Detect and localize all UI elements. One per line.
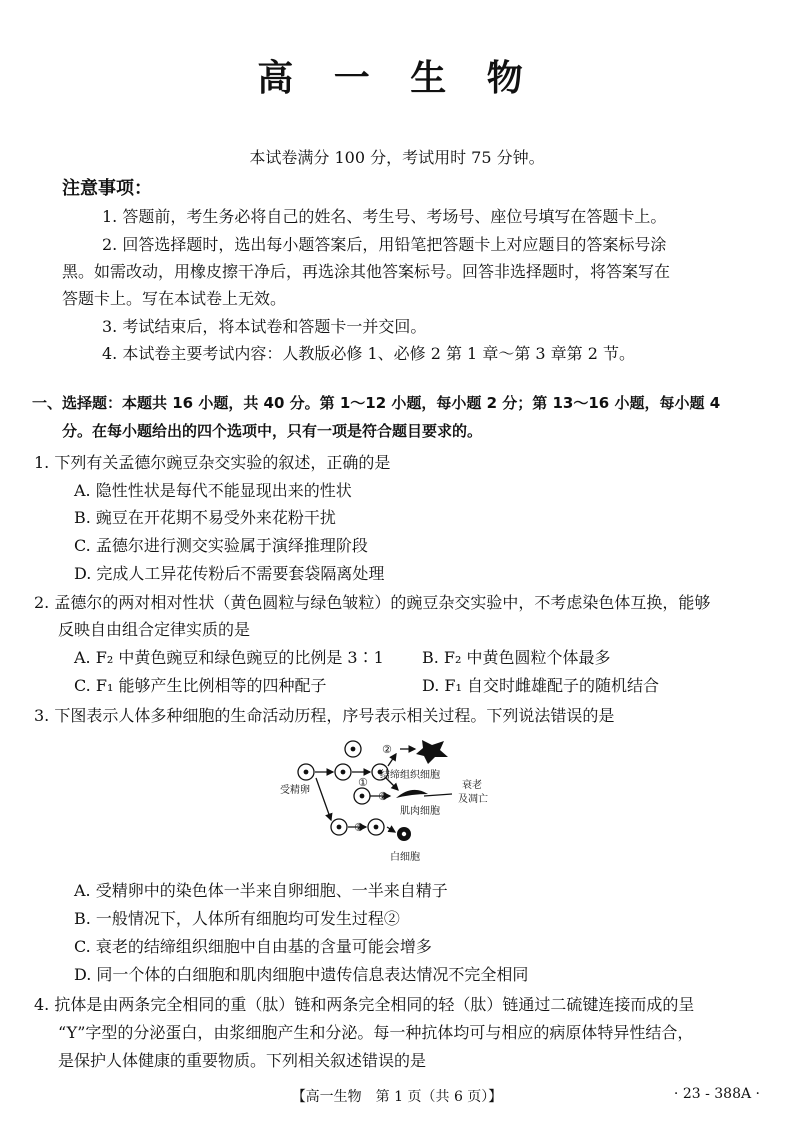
q4-stem-cont: 是保护人体健康的重要物质。下列相关叙述错误的是 <box>58 1051 427 1070</box>
label-apoptosis: 及凋亡 <box>458 794 488 805</box>
q3-option-b: B. 一般情况下，人体所有细胞均可发生过程② <box>74 909 400 928</box>
label-white-blood-cell: 白细胞 <box>390 852 420 863</box>
q2-option-b: B. F₂ 中黄色圆粒个体最多 <box>422 648 611 667</box>
note-line: 3. 考试结束后，将本试卷和答题卡一并交回。 <box>102 317 427 336</box>
label-connective-tissue: 结缔组织细胞 <box>380 770 440 781</box>
label-fertilized-egg: 受精卵 <box>280 785 310 796</box>
q1-option-d: D. 完成人工异花传粉后不需要套袋隔离处理 <box>74 564 385 583</box>
notes-heading: 注意事项： <box>62 178 152 199</box>
mark-2-bottom: ② <box>354 821 364 834</box>
q4-stem-cont: “Y”字型的分泌蛋白，由浆细胞产生和分泌。每一种抗体均可与相应的病原体特异性结合， <box>58 1023 694 1042</box>
q2-option-a: A. F₂ 中黄色豌豆和绿色豌豆的比例是 3∶1 <box>74 648 384 667</box>
mark-2-mid: ② <box>378 790 388 803</box>
mark-2-top: ② <box>382 743 392 756</box>
muscle-cell <box>396 790 428 798</box>
q2-stem: 2. 孟德尔的两对相对性状（黄色圆粒与绿色皱粒）的豌豆杂交实验中，不考虑染色体互换，能够 <box>34 593 711 612</box>
connective-tissue-cell <box>416 740 448 764</box>
q2-option-d: D. F₁ 自交时雌雄配子的随机结合 <box>422 676 660 695</box>
q3-option-a: A. 受精卵中的染色体一半来自卵细胞、一半来自精子 <box>74 881 448 900</box>
q2-stem-cont: 反映自由组合定律实质的是 <box>58 620 251 639</box>
q3-option-d: D. 同一个体的白细胞和肌肉细胞中遗传信息表达情况不完全相同 <box>74 965 529 984</box>
note-line: 4. 本试卷主要考试内容：人教版必修 1、必修 2 第 1 章～第 3 章第 2 节。 <box>102 344 636 363</box>
exam-info: 本试卷满分 100 分，考试用时 75 分钟。 <box>249 148 545 167</box>
label-muscle-cell: 肌肉细胞 <box>400 806 440 817</box>
q1-option-a: A. 隐性性状是每代不能显现出来的性状 <box>74 481 352 500</box>
note-line: 黑。如需改动，用橡皮擦干净后，再选涂其他答案标号。回答非选择题时，将答案写在 <box>62 262 671 281</box>
label-aging: 衰老 <box>462 780 482 791</box>
note-line: 答题卡上。写在本试卷上无效。 <box>62 289 287 308</box>
q1-option-c: C. 孟德尔进行测交实验属于演绎推理阶段 <box>74 536 368 555</box>
page-title: 高 一 生 物 <box>257 58 537 99</box>
q4-stem: 4. 抗体是由两条完全相同的重（肽）链和两条完全相同的轻（肽）链通过二硫键连接而成的呈 <box>34 995 695 1014</box>
section-heading-cont: 分。在每小题给出的四个选项中，只有一项是符合题目要求的。 <box>62 422 483 440</box>
q1-option-b: B. 豌豆在开花期不易受外来花粉干扰 <box>74 508 336 527</box>
q2-option-c: C. F₁ 能够产生比例相等的四种配子 <box>74 676 327 695</box>
section-heading: 一、选择题：本题共 16 小题，共 40 分。第 1～12 小题，每小题 2 分；第 13～16 小题，每小题 4 <box>32 394 721 412</box>
q1-stem: 1. 下列有关孟德尔豌豆杂交实验的叙述，正确的是 <box>34 453 391 472</box>
note-line: 1. 答题前，考生务必将自己的姓名、考生号、考场号、座位号填写在答题卡上。 <box>102 207 667 226</box>
cell-lifecycle-diagram <box>272 738 532 866</box>
note-line: 2. 回答选择题时，选出每小题答案后，用铅笔把答题卡上对应题目的答案标号涂 <box>102 235 667 254</box>
q3-stem: 3. 下图表示人体多种细胞的生命活动历程，序号表示相关过程。下列说法错误的是 <box>34 706 615 725</box>
paper-code: · 23 - 388A · <box>673 1086 760 1102</box>
q3-option-c: C. 衰老的结缔组织细胞中自由基的含量可能会增多 <box>74 937 432 956</box>
mark-1: ① <box>358 776 368 789</box>
page-footer: 【高一生物 第 1 页（共 6 页）】 <box>291 1089 503 1105</box>
